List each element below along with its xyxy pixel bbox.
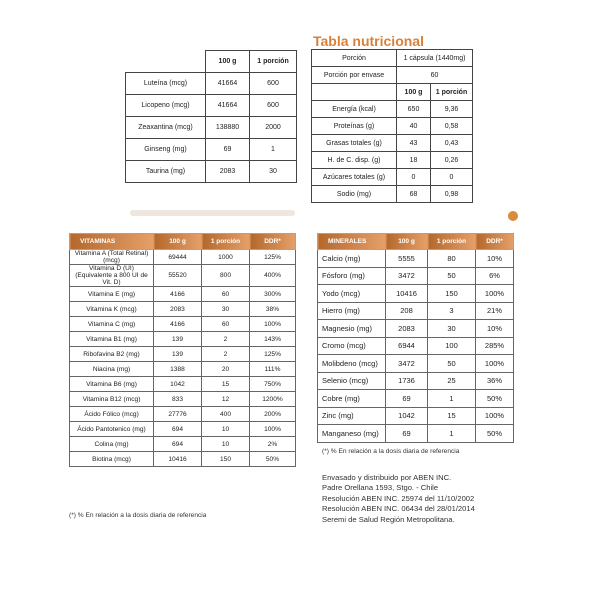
row-label: Ribofavina B2 (mg) xyxy=(70,347,154,362)
row-value: 111% xyxy=(250,362,296,377)
row-value: 833 xyxy=(154,392,202,407)
row-value: 208 xyxy=(386,302,428,320)
extracts-blank-header xyxy=(126,51,206,73)
row-value: 10 xyxy=(202,437,250,452)
row-value: 100 xyxy=(428,337,476,355)
vitamin-row xyxy=(70,422,296,437)
row-value: 2% xyxy=(250,437,296,452)
row-label: Cobre (mg) xyxy=(318,390,386,408)
row-label: Fósforo (mg) xyxy=(318,267,386,285)
minerals-col-header: MINERALES xyxy=(318,234,386,250)
row-value: 125% xyxy=(250,250,296,265)
vitamin-row xyxy=(70,377,296,392)
mineral-row xyxy=(318,285,514,303)
vitamin-row xyxy=(70,287,296,302)
row-label: Vitamina E (mg) xyxy=(70,287,154,302)
row-label: Calcio (mg) xyxy=(318,250,386,268)
mineral-row xyxy=(318,320,514,338)
distribution-line: Envasado y distribuido por ABEN INC. xyxy=(322,473,452,482)
row-value: 694 xyxy=(154,422,202,437)
vitamin-row xyxy=(70,437,296,452)
row-value: 50% xyxy=(476,425,514,443)
row-label: Luteína (mcg) xyxy=(126,73,206,95)
row-value: 10% xyxy=(476,320,514,338)
row-value: 15 xyxy=(202,377,250,392)
row-label: Vitamina B6 (mg) xyxy=(70,377,154,392)
vitamin-row xyxy=(70,407,296,422)
row-value: 100% xyxy=(476,355,514,373)
row-value: 38% xyxy=(250,302,296,317)
row-label: Taurina (mg) xyxy=(126,161,206,183)
vitamin-row xyxy=(70,317,296,332)
row-value: 36% xyxy=(476,372,514,390)
row-value: 30 xyxy=(202,302,250,317)
nutrition-row xyxy=(312,135,473,152)
row-value: 100% xyxy=(250,317,296,332)
row-value: 10% xyxy=(476,250,514,268)
vitamin-row xyxy=(70,332,296,347)
row-value: 10416 xyxy=(154,452,202,467)
row-value: 41664 xyxy=(206,73,250,95)
row-value: 0,98 xyxy=(431,186,473,203)
mineral-row xyxy=(318,390,514,408)
row-label: Magnesio (mg) xyxy=(318,320,386,338)
row-value: 15 xyxy=(428,407,476,425)
row-value: 0 xyxy=(431,169,473,186)
row-value: 5555 xyxy=(386,250,428,268)
row-value: 69 xyxy=(386,425,428,443)
extracts-col-header: 100 g xyxy=(206,51,250,73)
row-label: Sodio (mg) xyxy=(312,186,397,203)
row-value: 60 xyxy=(202,287,250,302)
row-value: 1 xyxy=(250,139,297,161)
nutrition-row xyxy=(312,118,473,135)
row-value: 2 xyxy=(202,347,250,362)
row-value: 9,36 xyxy=(431,101,473,118)
row-value: 1042 xyxy=(386,407,428,425)
row-value: 40 xyxy=(397,118,431,135)
extracts-row xyxy=(126,139,297,161)
row-value: 1 xyxy=(428,425,476,443)
row-value: 50 xyxy=(428,267,476,285)
vitamins-col-header: DDR* xyxy=(250,234,296,250)
mineral-row xyxy=(318,407,514,425)
row-value: 0,58 xyxy=(431,118,473,135)
vitamin-row xyxy=(70,452,296,467)
row-value: 2083 xyxy=(386,320,428,338)
mineral-row xyxy=(318,355,514,373)
row-label: Niacina (mg) xyxy=(70,362,154,377)
row-label: Ácido Fólico (mcg) xyxy=(70,407,154,422)
decorative-orange-dot xyxy=(508,211,518,221)
row-label: Biotina (mcg) xyxy=(70,452,154,467)
mineral-row xyxy=(318,267,514,285)
row-label: Grasas totales (g) xyxy=(312,135,397,152)
vitamins-table xyxy=(69,233,296,467)
row-label: Ginseng (mg) xyxy=(126,139,206,161)
row-value: 2000 xyxy=(250,117,297,139)
vitamins-col-header: VITAMINAS xyxy=(70,234,154,250)
row-value: 3472 xyxy=(386,355,428,373)
minerals-col-header: 100 g xyxy=(386,234,428,250)
row-value: 12 xyxy=(202,392,250,407)
row-value: 6% xyxy=(476,267,514,285)
row-label: Zeaxantina (mcg) xyxy=(126,117,206,139)
row-value: 55520 xyxy=(154,265,202,287)
row-value: 10416 xyxy=(386,285,428,303)
nutrition-row xyxy=(312,152,473,169)
row-value: 21% xyxy=(476,302,514,320)
distribution-line: Resolución ABEN INC. 06434 del 28/01/2014 xyxy=(322,504,475,514)
portion-value: 1 cápsula (1440mg) xyxy=(397,50,473,67)
row-value: 1736 xyxy=(386,372,428,390)
row-value: 25 xyxy=(428,372,476,390)
row-label: Zinc (mg) xyxy=(318,407,386,425)
row-value: 150 xyxy=(202,452,250,467)
row-label: Vitamina A (Total Retinal) (mcg) xyxy=(70,250,154,265)
row-value: 600 xyxy=(250,95,297,117)
row-value: 3 xyxy=(428,302,476,320)
row-value: 694 xyxy=(154,437,202,452)
row-value: 100% xyxy=(476,285,514,303)
row-label: Licopeno (mcg) xyxy=(126,95,206,117)
portion-label: Porción xyxy=(312,50,397,67)
row-value: 200% xyxy=(250,407,296,422)
mineral-row xyxy=(318,302,514,320)
mineral-row xyxy=(318,337,514,355)
row-value: 300% xyxy=(250,287,296,302)
vitamin-row xyxy=(70,250,296,265)
row-label: Manganeso (mg) xyxy=(318,425,386,443)
row-label: Cromo (mcg) xyxy=(318,337,386,355)
row-value: 1042 xyxy=(154,377,202,392)
mineral-row xyxy=(318,250,514,268)
row-value: 2 xyxy=(202,332,250,347)
nutrition-table xyxy=(311,49,473,203)
row-label: Energía (kcal) xyxy=(312,101,397,118)
mineral-row xyxy=(318,372,514,390)
row-value: 1388 xyxy=(154,362,202,377)
row-value: 41664 xyxy=(206,95,250,117)
row-value: 100% xyxy=(250,422,296,437)
row-label: Colina (mg) xyxy=(70,437,154,452)
row-value: 69444 xyxy=(154,250,202,265)
vitamin-row xyxy=(70,347,296,362)
nutrition-title: Tabla nutricional xyxy=(313,33,424,49)
nutrition-col-header: 1 porción xyxy=(431,84,473,101)
distribution-line: Seremi de Salud Región Metropolitana. xyxy=(322,514,455,524)
row-value: 400% xyxy=(250,265,296,287)
row-value: 69 xyxy=(206,139,250,161)
minerals-col-header: 1 porción xyxy=(428,234,476,250)
row-value: 60 xyxy=(202,317,250,332)
row-value: 125% xyxy=(250,347,296,362)
minerals-footnote: (*) % En relación a la dosis diaria de referencia xyxy=(322,448,460,455)
distribution-line: Resolución ABEN INC. 25974 del 11/10/2002 xyxy=(322,493,475,503)
row-value: 50% xyxy=(250,452,296,467)
vitamin-row xyxy=(70,302,296,317)
row-value: 50 xyxy=(428,355,476,373)
row-value: 3472 xyxy=(386,267,428,285)
row-value: 68 xyxy=(397,186,431,203)
nutrition-row xyxy=(312,186,473,203)
row-label: Hierro (mg) xyxy=(318,302,386,320)
row-value: 139 xyxy=(154,332,202,347)
row-label: Azúcares totales (g) xyxy=(312,169,397,186)
row-value: 0,43 xyxy=(431,135,473,152)
row-value: 50% xyxy=(476,390,514,408)
nutrition-row xyxy=(312,101,473,118)
row-value: 30 xyxy=(428,320,476,338)
minerals-col-header: DDR* xyxy=(476,234,514,250)
row-value: 2083 xyxy=(154,302,202,317)
extracts-row xyxy=(126,117,297,139)
row-value: 1200% xyxy=(250,392,296,407)
vitamin-row xyxy=(70,392,296,407)
row-value: 30 xyxy=(250,161,297,183)
vitamins-col-header: 100 g xyxy=(154,234,202,250)
row-value: 138880 xyxy=(206,117,250,139)
row-label: Molibdeno (mcg) xyxy=(318,355,386,373)
row-value: 80 xyxy=(428,250,476,268)
servings-label: Porción por envase xyxy=(312,67,397,84)
distribution-line: Padre Orellana 1593, Stgo. - Chile xyxy=(322,483,439,493)
extracts-table xyxy=(125,50,297,183)
row-value: 10 xyxy=(202,422,250,437)
extracts-col-header: 1 porción xyxy=(250,51,297,73)
row-label: Vitamina D (UI) (Equivalente a 800 UI de Vit. D) xyxy=(70,265,154,287)
row-value: 650 xyxy=(397,101,431,118)
row-label: Yodo (mcg) xyxy=(318,285,386,303)
extracts-row xyxy=(126,95,297,117)
row-value: 18 xyxy=(397,152,431,169)
vitamins-footnote: (*) % En relación a la dosis diaria de referencia xyxy=(69,512,207,519)
row-value: 4166 xyxy=(154,287,202,302)
row-value: 400 xyxy=(202,407,250,422)
row-value: 69 xyxy=(386,390,428,408)
row-label: Vitamina C (mg) xyxy=(70,317,154,332)
row-label: Ácido Pantotenico (mg) xyxy=(70,422,154,437)
row-value: 0,26 xyxy=(431,152,473,169)
row-label: H. de C. disp. (g) xyxy=(312,152,397,169)
faded-header-strip xyxy=(130,210,295,216)
row-value: 100% xyxy=(476,407,514,425)
nutrition-col-header: 100 g xyxy=(397,84,431,101)
row-value: 27776 xyxy=(154,407,202,422)
mineral-row xyxy=(318,425,514,443)
servings-value: 60 xyxy=(397,67,473,84)
nutrition-row xyxy=(312,169,473,186)
row-value: 1000 xyxy=(202,250,250,265)
vitamin-row xyxy=(70,362,296,377)
extracts-row xyxy=(126,73,297,95)
row-value: 285% xyxy=(476,337,514,355)
vitamins-col-header: 1 porción xyxy=(202,234,250,250)
row-value: 0 xyxy=(397,169,431,186)
row-label: Vitamina B1 (mg) xyxy=(70,332,154,347)
extracts-row xyxy=(126,161,297,183)
row-value: 1 xyxy=(428,390,476,408)
row-label: Proteínas (g) xyxy=(312,118,397,135)
row-value: 20 xyxy=(202,362,250,377)
row-label: Selenio (mcg) xyxy=(318,372,386,390)
row-value: 4166 xyxy=(154,317,202,332)
row-value: 139 xyxy=(154,347,202,362)
row-value: 6944 xyxy=(386,337,428,355)
row-value: 800 xyxy=(202,265,250,287)
row-value: 600 xyxy=(250,73,297,95)
row-value: 43 xyxy=(397,135,431,152)
nutrition-blank-header xyxy=(312,84,397,101)
vitamin-row xyxy=(70,265,296,287)
row-value: 150 xyxy=(428,285,476,303)
row-value: 2083 xyxy=(206,161,250,183)
distribution-info xyxy=(322,473,475,525)
row-label: Vitamina B12 (mcg) xyxy=(70,392,154,407)
row-label: Vitamina K (mcg) xyxy=(70,302,154,317)
minerals-table xyxy=(317,233,514,443)
row-value: 143% xyxy=(250,332,296,347)
row-value: 750% xyxy=(250,377,296,392)
